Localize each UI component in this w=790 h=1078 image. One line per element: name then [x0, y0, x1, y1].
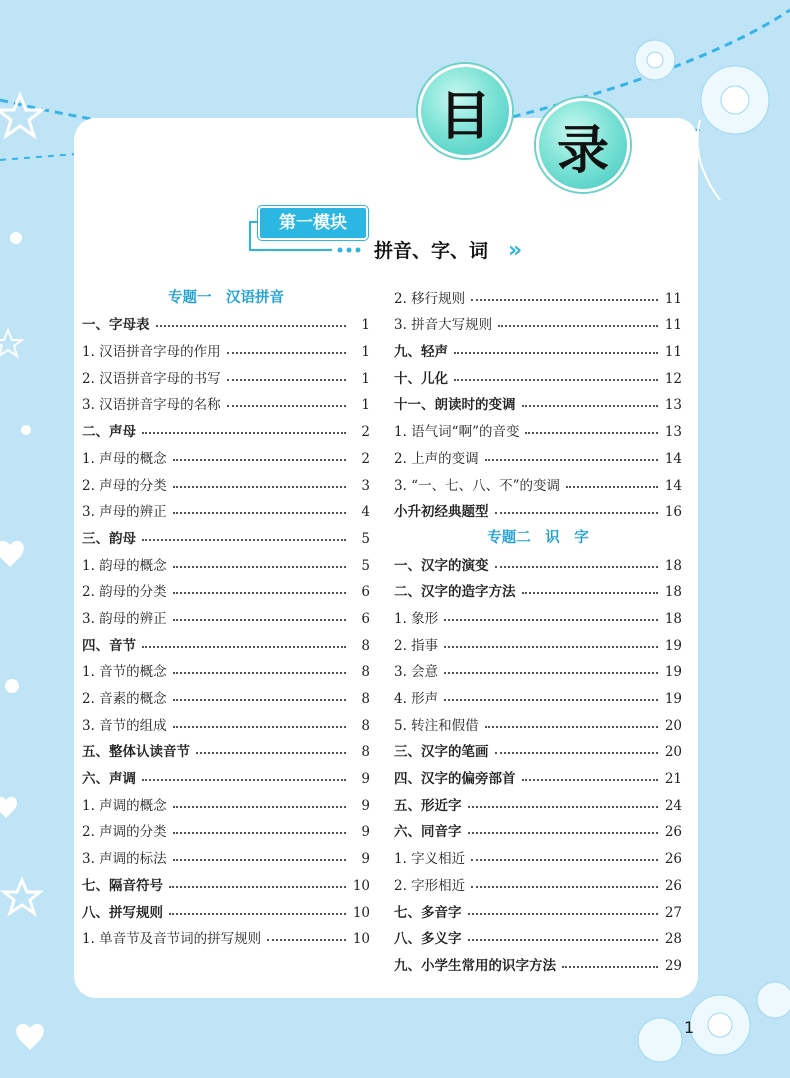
toc-entry[interactable] — [82, 654, 370, 681]
dot-leader — [173, 459, 346, 461]
toc-entry-title: 1. 单音节及音节词的拼写规则 — [82, 931, 262, 948]
dot-leader — [173, 672, 346, 674]
dot-leader — [173, 859, 346, 861]
toc-entry-title: 3. 会意 — [394, 664, 439, 681]
toc-entry-page: 18 — [664, 584, 682, 601]
toc-entry[interactable] — [82, 333, 370, 360]
toc-entry-page: 3 — [361, 477, 370, 494]
toc-entry[interactable] — [82, 520, 370, 547]
toc-entry-title: 3. 声母的辨正 — [82, 504, 167, 521]
toc-entry-title: 1. 音节的概念 — [82, 664, 167, 681]
dot-leader — [267, 939, 346, 941]
dot-leader — [522, 405, 659, 407]
toc-entry-title: 六、声调 — [82, 771, 136, 788]
topic-heading — [394, 520, 682, 547]
dot-leader — [454, 352, 658, 354]
star-icon — [0, 330, 22, 356]
toc-column-right — [394, 280, 682, 974]
dot-leader — [173, 726, 346, 728]
toc-entry[interactable] — [394, 280, 682, 307]
dot-leader — [471, 859, 658, 861]
dot-leader — [227, 352, 346, 354]
toc-entry[interactable] — [394, 307, 682, 334]
dot-leader — [525, 432, 658, 434]
toc-entry-page: 13 — [664, 397, 682, 414]
dot-leader — [173, 619, 346, 621]
toc-entry-title: 3. 音节的组成 — [82, 717, 167, 734]
toc-entry-title: 2. 汉语拼音字母的书写 — [82, 370, 221, 387]
dot-leader — [173, 486, 346, 488]
dot-leader — [227, 405, 346, 407]
dot-leader — [471, 886, 658, 888]
toc-entry-page: 14 — [664, 477, 682, 494]
sparkle-icon — [5, 232, 31, 693]
toc-entry[interactable] — [82, 707, 370, 734]
dot-leader — [169, 913, 346, 915]
dot-leader — [562, 966, 658, 968]
toc-entry-page: 18 — [664, 610, 682, 627]
toc-entry-page: 19 — [664, 664, 682, 681]
toc-entry[interactable] — [394, 547, 682, 574]
toc-entry-title: 五、形近字 — [394, 797, 462, 814]
toc-entry[interactable] — [82, 413, 370, 440]
dot-leader — [495, 752, 659, 754]
toc-entry-title: 3. 声调的标法 — [82, 851, 167, 868]
toc-entry-title: 专题一 汉语拼音 — [168, 289, 284, 306]
toc-entry[interactable] — [394, 413, 682, 440]
toc-entry[interactable] — [394, 921, 682, 948]
toc-entry-title: 九、轻声 — [394, 344, 448, 361]
toc-entry-page: 9 — [361, 824, 370, 841]
toc-entry-page: 10 — [352, 877, 370, 894]
toc-entry-page: 26 — [664, 851, 682, 868]
toc-entry[interactable] — [394, 574, 682, 601]
dot-leader — [522, 592, 659, 594]
dot-leader — [454, 379, 658, 381]
toc-entry-page: 20 — [664, 717, 682, 734]
dot-leader — [142, 779, 346, 781]
toc-entry[interactable] — [82, 921, 370, 948]
module-tag: 第一模块 — [258, 206, 368, 240]
dot-leader — [173, 592, 346, 594]
dot-leader — [173, 566, 346, 568]
toc-entry-page: 9 — [361, 851, 370, 868]
toc-entry-page: 8 — [361, 637, 370, 654]
toc-entry-page: 11 — [664, 317, 682, 334]
toc-entry[interactable] — [82, 734, 370, 761]
dot-leader — [444, 646, 658, 648]
dot-leader — [173, 832, 346, 834]
toc-entry-page: 4 — [361, 504, 370, 521]
toc-entry[interactable] — [82, 307, 370, 334]
toc-entry-page: 10 — [352, 904, 370, 921]
star-icon — [4, 880, 40, 913]
toc-entry-page: 1 — [361, 317, 370, 334]
toc-entry[interactable] — [82, 787, 370, 814]
toc-entry-page: 29 — [664, 957, 682, 974]
toc-entry[interactable] — [394, 600, 682, 627]
toc-entry-page: 8 — [361, 664, 370, 681]
toc-entry[interactable] — [394, 494, 682, 521]
toc-entry-title: 四、音节 — [82, 637, 136, 654]
dot-leader — [142, 432, 346, 434]
toc-entry[interactable] — [82, 814, 370, 841]
toc-entry[interactable] — [394, 627, 682, 654]
toc-entry-title: 一、汉字的演变 — [394, 557, 489, 574]
toc-entry-title: 2. 音素的概念 — [82, 691, 167, 707]
toc-entry[interactable] — [82, 600, 370, 627]
toc-entry-page: 8 — [361, 744, 370, 761]
dot-leader — [471, 299, 658, 301]
dot-leader — [522, 779, 659, 781]
dot-leader — [169, 886, 346, 888]
toc-entry-title: 2. 声调的分类 — [82, 824, 167, 841]
toc-entry[interactable] — [82, 894, 370, 921]
toc-entry-title: 七、多音字 — [394, 904, 462, 921]
toc-entry-title: 1. 声调的概念 — [82, 797, 167, 814]
toc-entry[interactable] — [394, 387, 682, 414]
toc-entry-page: 5 — [361, 557, 370, 574]
toc-entry[interactable] — [394, 680, 682, 707]
heart-icon — [0, 541, 44, 1050]
dot-leader — [495, 512, 659, 514]
toc-entry-title: 1. 语气词“啊”的音变 — [394, 424, 520, 441]
toc-entry-page: 16 — [664, 504, 682, 521]
toc-entry-title: 六、同音字 — [394, 824, 462, 841]
toc-entry-title: 1. 韵母的概念 — [82, 557, 167, 574]
toc-entry-page: 1 — [361, 370, 370, 387]
toc-entry[interactable] — [394, 894, 682, 921]
toc-entry-title: 3. 拼音大写规则 — [394, 317, 493, 334]
dot-leader — [468, 913, 659, 915]
toc-entry[interactable] — [394, 814, 682, 841]
toc-entry-page: 21 — [664, 771, 682, 788]
toc-entry-page: 2 — [361, 424, 370, 441]
title-char-2: 录 — [536, 98, 630, 192]
toc-entry-title: 2. 声母的分类 — [82, 477, 167, 494]
toc-entry-title: 3. 汉语拼音字母的名称 — [82, 397, 221, 414]
toc-entry-page: 27 — [664, 904, 682, 921]
toc-entry[interactable] — [82, 387, 370, 414]
toc-entry[interactable] — [394, 734, 682, 761]
dot-leader — [173, 699, 346, 701]
toc-entry-page: 24 — [664, 797, 682, 814]
toc-entry-page: 9 — [361, 771, 370, 788]
toc-entry[interactable] — [394, 707, 682, 734]
toc-entry-page: 1 — [361, 397, 370, 414]
toc-entry-page: 13 — [664, 424, 682, 441]
toc-entry-title: 八、多义字 — [394, 931, 462, 948]
toc-entry-page: 8 — [361, 717, 370, 734]
toc-entry-page: 19 — [664, 691, 682, 707]
dot-leader — [468, 939, 659, 941]
toc-entry-title: 五、整体认读音节 — [82, 744, 190, 761]
toc-entry-page: 26 — [664, 877, 682, 894]
dot-leader — [444, 699, 658, 701]
dot-leader — [227, 379, 346, 381]
toc-entry-page: 5 — [361, 530, 370, 547]
toc-entry-page: 9 — [361, 797, 370, 814]
toc-entry-title: 3. 韵母的辨正 — [82, 610, 167, 627]
topic-heading — [82, 280, 370, 307]
dot-leader — [495, 566, 659, 568]
dot-leader — [142, 646, 346, 648]
toc-entry-page: 2 — [361, 450, 370, 467]
dot-leader — [196, 752, 346, 754]
toc-entry[interactable] — [82, 760, 370, 787]
dot-leader — [498, 325, 658, 327]
toc-entry-title: 1. 象形 — [394, 610, 439, 627]
dot-leader — [485, 459, 658, 461]
toc-entry-title: 二、汉字的造字方法 — [394, 584, 516, 601]
toc-entry-title: 2. 指事 — [394, 637, 439, 654]
toc-entry[interactable] — [82, 547, 370, 574]
toc-entry-page: 6 — [361, 584, 370, 601]
toc-entry-title: 2. 移行规则 — [394, 290, 466, 307]
toc-entry-title: 1. 汉语拼音字母的作用 — [82, 344, 221, 361]
toc-entry-title: 4. 形声 — [394, 691, 439, 707]
toc-entry-page: 28 — [664, 931, 682, 948]
module-title: 拼音、字、词 — [374, 240, 489, 262]
toc-entry-title: 1. 字义相近 — [394, 851, 466, 868]
toc-entry-title: 2. 上声的变调 — [394, 450, 479, 467]
toc-entry[interactable] — [82, 574, 370, 601]
toc-entry-title: 十、儿化 — [394, 370, 448, 387]
toc-entry[interactable] — [394, 787, 682, 814]
toc-entry-page: 1 — [361, 344, 370, 361]
toc-entry-title: 小升初经典题型 — [394, 504, 489, 521]
toc-entry[interactable] — [82, 867, 370, 894]
toc-entry-title: 四、汉字的偏旁部首 — [394, 771, 516, 788]
toc-entry-page: 11 — [664, 290, 682, 307]
toc-entry-title: 七、隔音符号 — [82, 877, 163, 894]
double-chevron-right-icon: » — [508, 238, 523, 263]
toc-entry-title: 专题二 识 字 — [487, 529, 589, 546]
toc-entry[interactable] — [394, 333, 682, 360]
toc-entry[interactable] — [394, 467, 682, 494]
toc-entry-title: 2. 字形相近 — [394, 877, 466, 894]
flower-stem — [698, 120, 721, 200]
toc-entry-page: 11 — [664, 344, 682, 361]
toc-entry-page: 18 — [664, 557, 682, 574]
toc-entry-page: 19 — [664, 637, 682, 654]
toc-entry-title: 2. 韵母的分类 — [82, 584, 167, 601]
toc-entry[interactable] — [394, 440, 682, 467]
toc-entry[interactable] — [82, 467, 370, 494]
title-char-1: 目 — [418, 64, 512, 158]
toc-entry-title: 三、汉字的笔画 — [394, 744, 489, 761]
toc-entry-page: 6 — [361, 610, 370, 627]
toc-entry[interactable] — [82, 440, 370, 467]
toc-column-left — [82, 280, 370, 947]
dot-leader — [156, 325, 347, 327]
toc-entry[interactable] — [394, 867, 682, 894]
toc-entry[interactable] — [394, 360, 682, 387]
dot-leader — [444, 672, 658, 674]
toc-entry[interactable] — [82, 360, 370, 387]
dot-leader — [468, 832, 659, 834]
toc-entry-title: 九、小学生常用的识字方法 — [394, 957, 556, 974]
toc-entry-title: 八、拼写规则 — [82, 904, 163, 921]
toc-entry[interactable] — [82, 680, 370, 707]
toc-entry[interactable] — [82, 494, 370, 521]
dot-leader — [173, 512, 346, 514]
toc-entry[interactable] — [394, 840, 682, 867]
toc-entry-title: 二、声母 — [82, 424, 136, 441]
toc-entry[interactable] — [82, 627, 370, 654]
toc-entry-title: 1. 声母的概念 — [82, 450, 167, 467]
dot-leader — [173, 806, 346, 808]
dot-leader — [566, 486, 658, 488]
toc-entry-title: 5. 转注和假借 — [394, 717, 479, 734]
toc-entry-page: 10 — [352, 931, 370, 948]
toc-entry-page: 20 — [664, 744, 682, 761]
dot-leader — [444, 619, 658, 621]
toc-entry[interactable] — [82, 840, 370, 867]
toc-entry[interactable] — [394, 760, 682, 787]
dot-leader — [485, 726, 658, 728]
toc-entry-title: 3. “一、七、八、不”的变调 — [394, 477, 560, 494]
toc-entry-page: 26 — [664, 824, 682, 841]
toc-entry[interactable] — [394, 947, 682, 974]
toc-entry-page: 12 — [664, 370, 682, 387]
page-number: 1 — [684, 1018, 695, 1037]
toc-entry-title: 三、韵母 — [82, 530, 136, 547]
dot-leader — [142, 539, 346, 541]
toc-entry-title: 十一、朗读时的变调 — [394, 397, 516, 414]
toc-entry[interactable] — [394, 654, 682, 681]
toc-entry-title: 一、字母表 — [82, 317, 150, 334]
toc-entry-page: 8 — [361, 691, 370, 707]
toc-entry-page: 14 — [664, 450, 682, 467]
dot-leader — [468, 806, 659, 808]
